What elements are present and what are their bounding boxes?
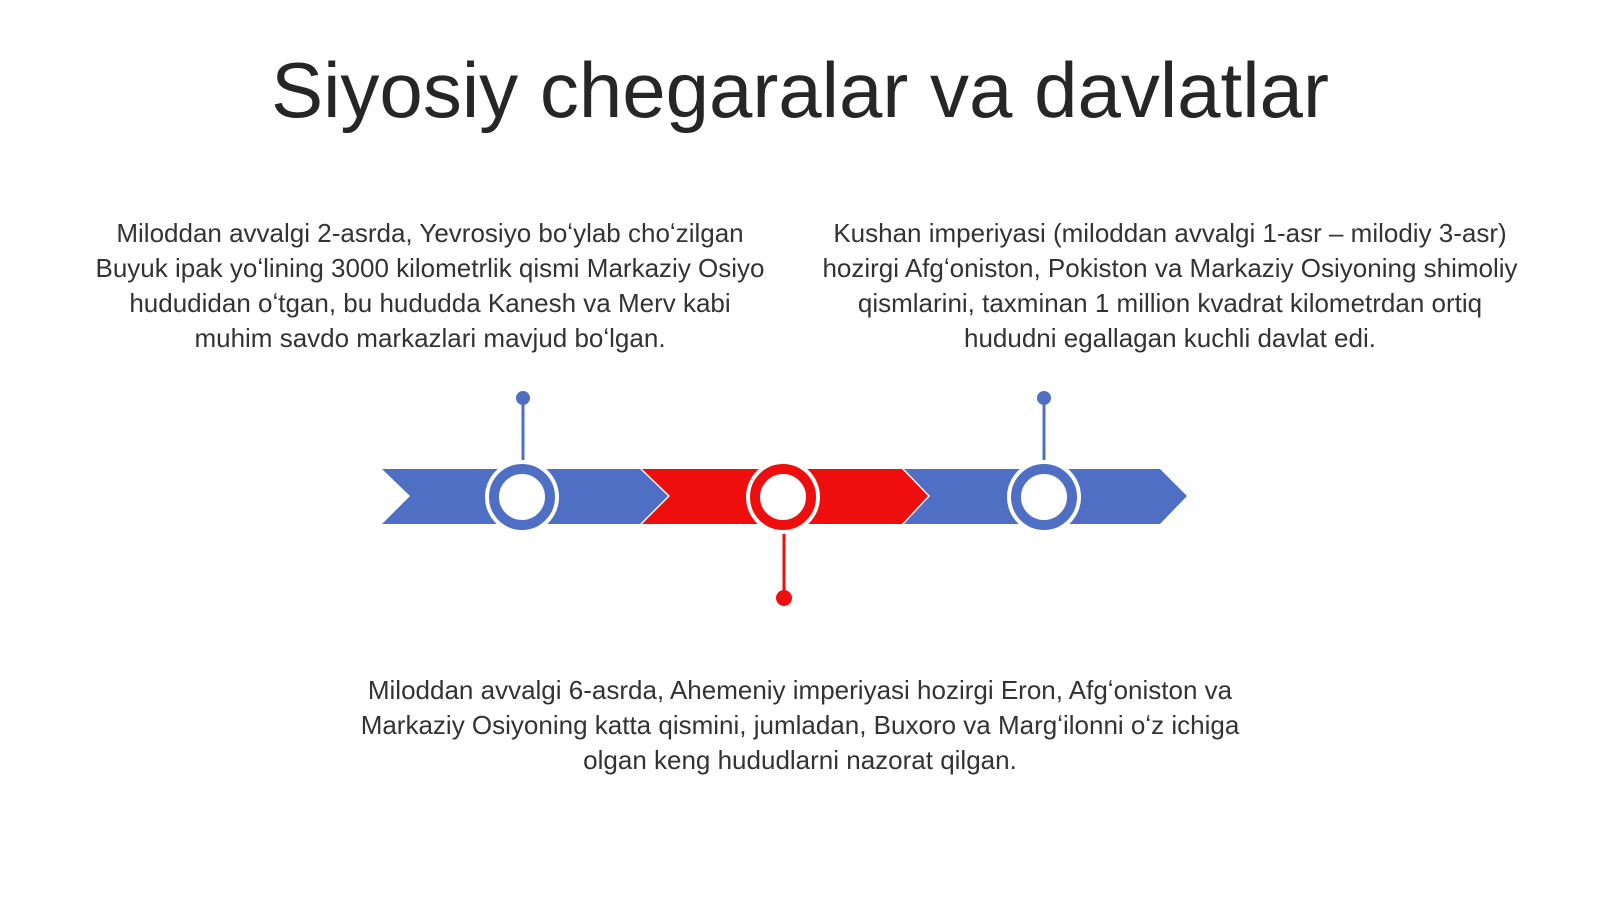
connector-dot-left <box>516 391 530 405</box>
milestone-marker-right <box>1016 469 1072 525</box>
event-text-achaemenid-empire: Miloddan avvalgi 6-asrda, Ahemeniy imperiyasi hozirgi Eron, Afgʻoniston va Markaziy Osiyoning katta qismini, jumladan, Buxoro va Margʻilonni oʻz ichiga olgan keng hududlarni nazorat qilgan. <box>360 675 1240 775</box>
connector-dot-middle <box>776 590 792 606</box>
milestone-marker-left <box>494 469 550 525</box>
event-text-silk-road: Miloddan avvalgi 2-asrda, Yevrosiyo boʻylab choʻzilgan Buyuk ipak yoʻlining 3000 kilometrlik qismi Markaziy Osiyo hududidan oʻtgan, bu hududda Kanesh va Merv kabi muhim savdo markazlari mavjud boʻlgan. <box>95 218 765 353</box>
event-text-kushan-empire: Kushan imperiyasi (miloddan avvalgi 1-asr – milodiy 3-asr) hozirgi Afgʻoniston, Pokiston va Markaziy Osiyoning shimoliy qismlarini, taxminan 1 million kvadrat kilometrdan ortiq hududni egallagan kuchli davlat edi. <box>822 218 1518 353</box>
slide-title: Siyosiy chegaralar va davlatlar <box>271 46 1329 134</box>
connector-dot-right <box>1037 391 1051 405</box>
milestone-marker-middle <box>755 469 811 525</box>
